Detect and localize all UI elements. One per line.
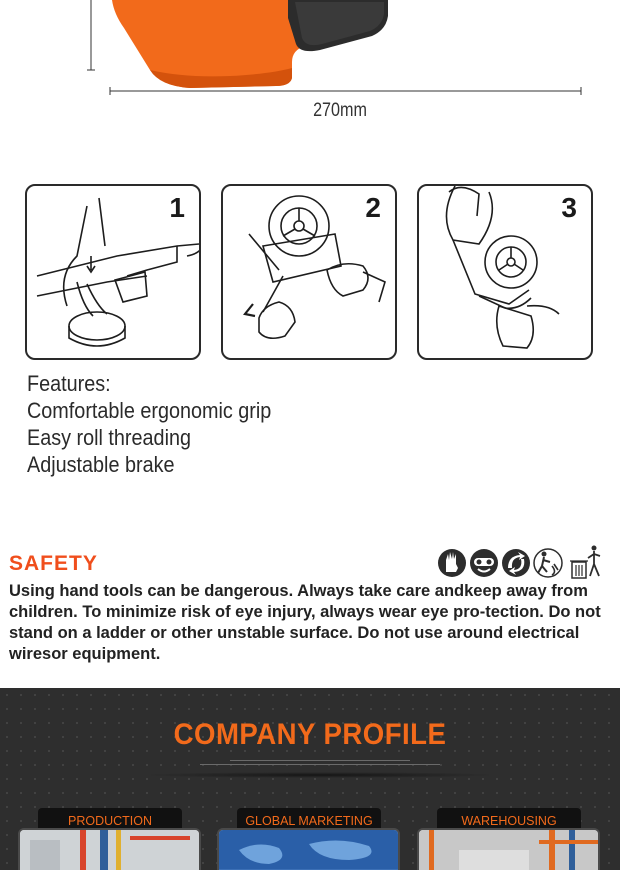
width-dimension-label: 270mm bbox=[313, 100, 367, 121]
product-dimension-area bbox=[0, 0, 620, 160]
goggles-icon bbox=[470, 549, 498, 577]
instruction-steps bbox=[25, 184, 593, 360]
production-photo bbox=[18, 828, 201, 870]
safety-warning-text: Using hand tools can be dangerous. Always take care andkeep away from children. To minimize risk of eye injury, always wear eye pro-tection. Do not stand on a ladder or other unstable surface. Do not use around electrical wiresor equipment. bbox=[9, 582, 601, 663]
company-profile-section bbox=[0, 688, 620, 870]
tape-dispenser-image bbox=[0, 0, 620, 160]
step-number-2: 2 bbox=[365, 192, 381, 223]
step-panel-1 bbox=[25, 184, 201, 360]
feature-item: Adjustable brake bbox=[27, 452, 175, 477]
recycle-icon bbox=[502, 549, 530, 577]
gloves-icon bbox=[438, 549, 466, 577]
recycle-person-icon bbox=[534, 549, 562, 577]
step-number-3: 3 bbox=[561, 192, 577, 223]
company-profile-title: COMPANY PROFILE bbox=[173, 718, 447, 751]
step-number-1: 1 bbox=[169, 192, 185, 223]
feature-item: Comfortable ergonomic grip bbox=[27, 398, 272, 423]
trash-bin-icon bbox=[570, 546, 600, 579]
global-marketing-label: GLOBAL MARKETING bbox=[237, 808, 381, 834]
title-shadow bbox=[140, 772, 500, 778]
warehousing-photo bbox=[417, 828, 600, 870]
global-marketing-photo bbox=[217, 828, 400, 870]
step-panel-2 bbox=[221, 184, 397, 360]
profile-subtitle-lines bbox=[200, 760, 440, 768]
features-list bbox=[27, 370, 447, 478]
feature-item: Easy roll threading bbox=[27, 425, 191, 450]
features-heading: Features: bbox=[27, 371, 111, 396]
production-label: PRODUCTION bbox=[38, 808, 182, 834]
safety-icons bbox=[436, 542, 606, 580]
warehousing-label: WAREHOUSING bbox=[437, 808, 581, 834]
step-panel-3 bbox=[417, 184, 593, 360]
safety-title: SAFETY bbox=[9, 552, 98, 575]
